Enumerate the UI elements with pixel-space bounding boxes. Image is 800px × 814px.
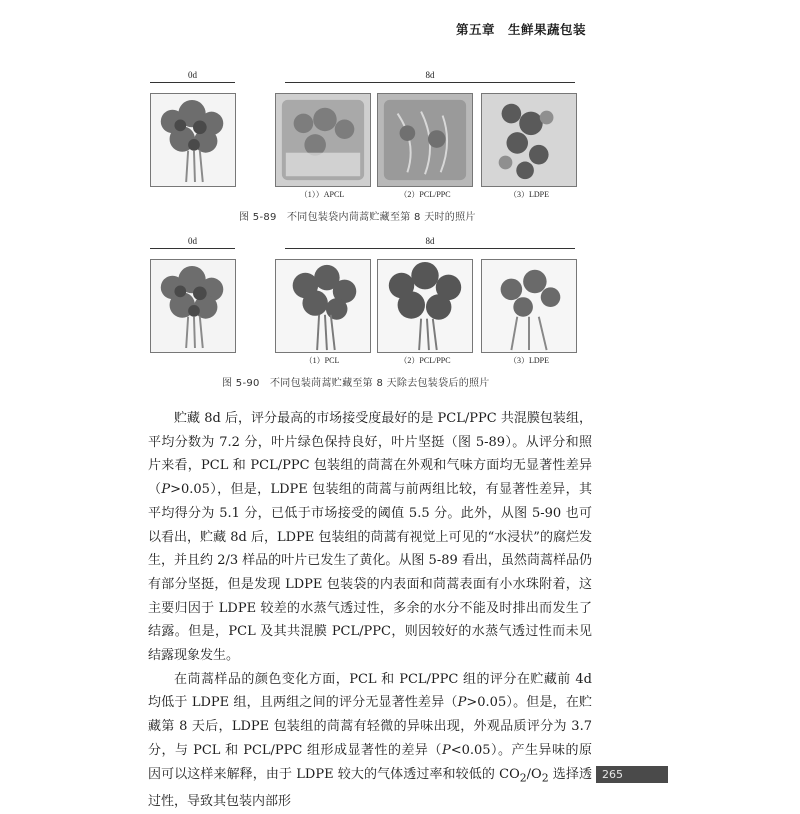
figure-caption: 图 5-90 不同包装茼蒿贮藏至第 8 天除去包装袋后的照片 [222, 378, 490, 389]
label-ldpe: （3）LDPE [509, 356, 549, 365]
label-pcl: （1）PCL [304, 356, 340, 365]
paragraph: 贮藏 8d 后，评分最高的市场接受度最好的是 PCL/PPC 共混膜包装组，平均分数为 7.2 分，叶片绿色保持良好，叶片坚挺（图 5-89）。从评分和照片来看，PCL 和 PCL/PPC 包装组的茼蒿在外观和气味方面均无显著性差异（P>0.05），但是，LDPE 包装组的茼蒿与前两组比较，有显著性差异，其平均得分为 5.1 分，已低于市场接受的阈值 5.5 分。此外，从图 5-90 也可以看出，贮藏 8d 后，LDPE 包装组的茼蒿有视觉上可见的“水浸状”的腐烂发生，并且约 2/3 样品的叶片已发生了黄化。从图 5-89 看出，虽然茼蒿样品仍有部分坚挺，但是发现 LDPE 包装袋的内表面和茼蒿表面有小水珠附着，这主要归因于 LDPE 较差的水蒸气透过性，多余的水分不能及时排出而发生了结露。但是，PCL 及其共混膜 PCL/PPC，则因较好的水蒸气透过性而未见结露现象发生。 [148, 411, 592, 664]
label-pcl-ppc: （2）PCL/PPC [399, 356, 451, 365]
page-number: 265 [596, 766, 668, 783]
photo-pcl-ppc-bag [377, 93, 473, 187]
period-label-0d: 0d [188, 70, 197, 80]
photo-day0 [150, 259, 236, 353]
period-label-8d: 8d [425, 236, 435, 246]
period-label-8d: 8d [425, 70, 435, 80]
period-bar [285, 82, 575, 83]
photo-pcl [275, 259, 371, 353]
figure-caption: 图 5-89 不同包装袋内茼蒿贮藏至第 8 天时的照片 [239, 212, 476, 223]
photo-apcl-bag [275, 93, 371, 187]
period-bar [150, 82, 235, 83]
period-bar [285, 248, 575, 249]
label-pcl-ppc: （2）PCL/PPC [399, 190, 451, 199]
period-label-0d: 0d [188, 236, 197, 246]
paragraph: 在茼蒿样品的颜色变化方面，PCL 和 PCL/PPC 组的评分在贮藏前 4d 均低于 LDPE 组，且两组之间的评分无显著性差异（P>0.05）。但是，在贮藏第 8 天后，LDPE 包装组的茼蒿有轻微的异味出现，外观品质评分为 3.7 分，与 PCL 和 PCL/PPC 组形成显著性的差异（P<0.05）。产生异味的原因可以这样来解释，由于 LDPE 较大的气体透过率和较低的 $CO_2/O_2$ 选择透过性，导致其包装内部形 [148, 671, 593, 809]
photo-day0 [150, 93, 236, 187]
photo-pcl-ppc [377, 259, 473, 353]
photo-ldpe-bag [481, 93, 577, 187]
running-head: 第五章 生鲜果蔬包装 [455, 22, 586, 37]
period-bar [150, 248, 235, 249]
body-text [148, 407, 592, 814]
photo-ldpe [481, 259, 577, 353]
label-apcl: （1））APCL [299, 190, 345, 199]
label-ldpe: （3）LDPE [509, 190, 549, 199]
